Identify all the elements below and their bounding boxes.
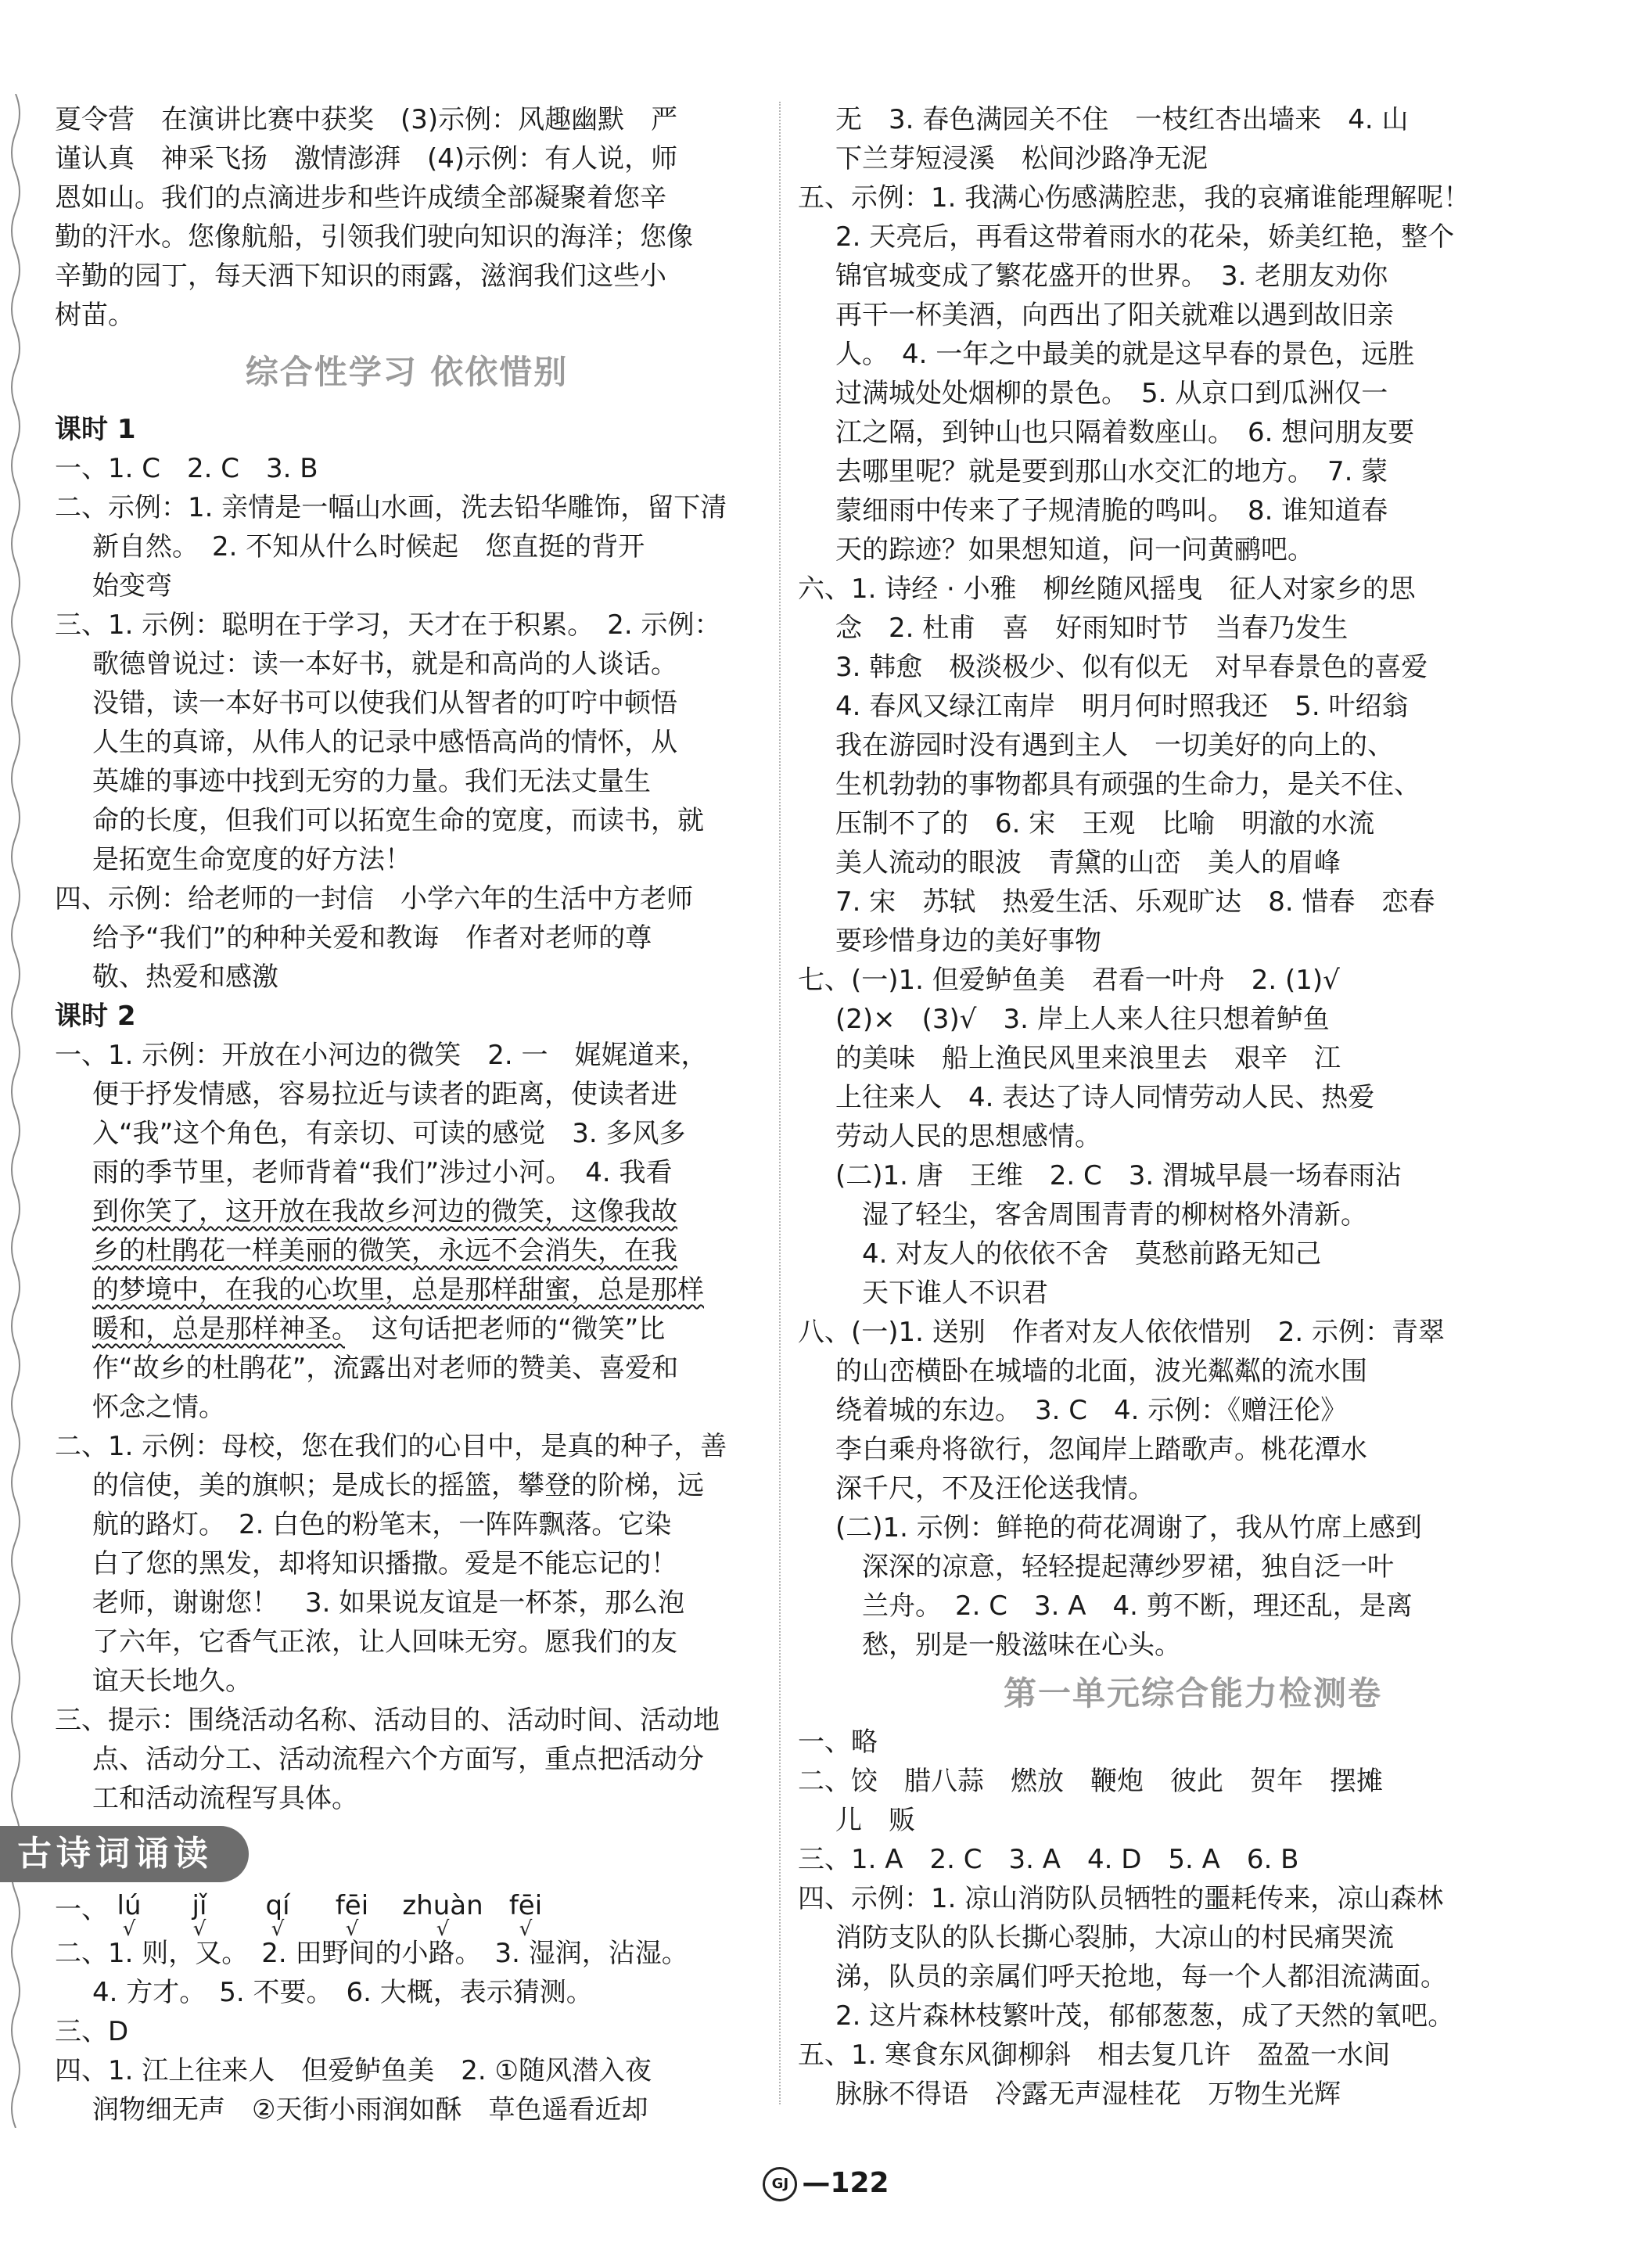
text-line: 树苗。 (55, 300, 135, 331)
text-line: 六、1. 诗经 · 小雅 柳丝随风摇曳 征人对家乡的思 (798, 573, 1416, 605)
text-line: 的山峦横卧在城墙的北面，波光粼粼的流水围 (835, 1356, 1367, 1387)
text-line: 无 3. 春色满园关不住 一枝红杏出墙来 4. 山 (835, 104, 1409, 135)
text-line: 过满城处处烟柳的景色。 5. 从京口到瓜洲仅一 (835, 378, 1388, 409)
text-line: (二)1. 示例：鲜艳的荷花凋谢了，我从竹席上感到 (835, 1512, 1422, 1543)
text-line: 湿了轻尘，客舍周围青青的柳树格外清新。 (862, 1199, 1367, 1231)
text-line: 涕，队员的亲属们呼天抢地，每一个人都泪流满面。 (835, 1961, 1447, 1993)
text-line: 李白乘舟将欲行，忽闻岸上踏歌声。桃花潭水 (835, 1434, 1367, 1465)
text-line: 作“故乡的杜鹃花”，流露出对老师的赞美、喜爱和 (92, 1353, 679, 1384)
text-line: 怀念之情。 (92, 1392, 225, 1423)
text-line: 二、示例：1. 亲情是一幅山水画，洗去铅华雕饰，留下清 (55, 492, 727, 523)
text-line: 二、1. 则，又。 2. 田野间的小路。 3. 湿润，沾湿。 (55, 1938, 688, 1969)
text-line: 美人流动的眼波 青黛的山峦 美人的眉峰 (835, 847, 1341, 879)
question-number: 一、 (55, 1894, 108, 1925)
text-line: 的美味 船上渔民风里来浪里去 艰辛 江 (835, 1043, 1341, 1074)
text-line: 深深的凉意，轻轻提起薄纱罗裙，独自泛一叶 (862, 1551, 1394, 1583)
text-line: 人生的真谛，从伟人的记录中感悟高尚的情怀，从 (92, 727, 677, 758)
text-line: 一、1. 示例：开放在小河边的微笑 2. 一 娓娓道来， (55, 1040, 708, 1071)
publisher-badge-icon: GJ (763, 2167, 797, 2201)
text-line: 锦官城变成了繁花盛开的世界。 3. 老朋友劝你 (835, 261, 1388, 292)
text-line: 深千尺，不及汪伦送我情。 (835, 1473, 1155, 1504)
pinyin-text: lú (117, 1890, 142, 1921)
right-answers-part-b (798, 1723, 1588, 2114)
pinyin-text: fēi (508, 1890, 543, 1921)
lesson-2-answers (55, 1036, 759, 1818)
text-line: 念 2. 杜甫 喜 好雨知时节 当春乃发生 (835, 613, 1349, 644)
check-mark-icon: √ (122, 1917, 136, 1941)
lesson-1-answers (55, 449, 759, 997)
text-line: 便于抒发情感，容易拉近与读者的距离，使读者进 (92, 1079, 677, 1110)
text-line: 入“我”这个角色，有亲切、可读的感觉 3. 多风多 (92, 1118, 686, 1149)
check-mark-icon: √ (192, 1917, 206, 1941)
check-mark-icon: √ (345, 1917, 359, 1941)
underlined-text: 到你笑了，这开放在我故乡河边的微笑，这像我故 (92, 1196, 677, 1227)
banner-wrapper (0, 1818, 759, 1890)
pinyin-answer-row (55, 1890, 759, 1941)
pinyin-item (321, 1890, 383, 1941)
text-line: 夏令营 在演讲比赛中获奖 (3)示例：风趣幽默 严 (55, 104, 678, 135)
text-line: 三、提示：围绕活动名称、活动目的、活动时间、活动地 (55, 1705, 720, 1736)
pinyin-item (494, 1890, 557, 1941)
text-line: 上往来人 4. 表达了诗人同情劳动人民、热爱 (835, 1082, 1375, 1113)
text-line: 的信使，美的旗帜；是成长的摇篮，攀登的阶梯，远 (92, 1470, 704, 1501)
text-line: 二、饺 腊八蒜 燃放 鞭炮 彼此 贺年 摆摊 (798, 1766, 1383, 1797)
continued-answers (55, 100, 759, 335)
underlined-line (55, 1310, 759, 1349)
pinyin-item (102, 1890, 156, 1941)
text-line: 辛勤的园丁，每天洒下知识的雨露，滋润我们这些小 (55, 261, 666, 292)
pinyin-text: qí (265, 1890, 290, 1921)
text-line: 勤的汗水。您像航船，引领我们驶向知识的海洋；您像 (55, 221, 693, 253)
text-line: (二)1. 唐 王维 2. C 3. 渭城早晨一场春雨沾 (835, 1160, 1402, 1191)
right-answers-part-a (798, 100, 1588, 1665)
text-line: 命的长度，但我们可以拓宽生命的宽度，而读书，就 (92, 805, 704, 836)
text-line: 劳动人民的思想感情。 (835, 1121, 1101, 1152)
text-line: 敬、热爱和感激 (92, 961, 278, 993)
text-line: 三、1. 示例：聪明在于学习，天才在于积累。 2. 示例： (55, 609, 721, 641)
underlined-text: 暖和，总是那样神圣。 (92, 1313, 345, 1345)
text-line: 一、1. C 2. C 3. B (55, 453, 318, 484)
text-line: 四、示例：给老师的一封信 小学六年的生活中方老师 (55, 883, 693, 915)
pinyin-item (172, 1890, 227, 1941)
text-line: 歌德曾说过：读一本好书，就是和高尚的人谈话。 (92, 649, 677, 680)
pinyin-text: fēi (335, 1890, 369, 1921)
column-divider (779, 102, 781, 2104)
text-line: 始变弯 (92, 570, 172, 602)
text-line: 一、略 (798, 1727, 878, 1758)
text-line: 4. 对友人的依依不舍 莫愁前路无知己 (862, 1238, 1322, 1270)
text-line: 新自然。 2. 不知从什么时候起 您直挺的背开 (92, 531, 645, 562)
right-column (798, 100, 1588, 2114)
text-line: 二、1. 示例：母校，您在我们的心目中，是真的种子，善 (55, 1431, 727, 1462)
left-column (17, 100, 759, 2129)
text-line: 老师，谢谢您！ 3. 如果说友谊是一杯茶，那么泡 (92, 1587, 685, 1619)
text-line: 再干一杯美酒，向西出了阳关就难以遇到故旧亲 (835, 300, 1394, 331)
underlined-line (55, 1270, 759, 1310)
text-line: (2)× (3)√ 3. 岸上人来人往只想着鲈鱼 (835, 1004, 1330, 1035)
text-line: 蒙细雨中传来了子规清脆的鸣叫。 8. 谁知道春 (835, 495, 1388, 526)
underlined-text: 乡的杜鹃花一样美丽的微笑，永远不会消失，在我 (92, 1235, 677, 1267)
text-line: 谨认真 神采飞扬 激情澎湃 (4)示例：有人说，师 (55, 143, 678, 174)
text-line: 是拓宽生命宽度的好方法！ (92, 844, 411, 875)
text-line: 天下谁人不识君 (862, 1278, 1048, 1309)
text-line: 谊天长地久。 (92, 1666, 252, 1697)
text-line: 脉脉不得语 冷露无声湿桂花 万物生光辉 (835, 2079, 1341, 2110)
text-line: 2. 天亮后，再看这带着雨水的花朵，娇美红艳，整个 (835, 221, 1455, 253)
text-line: 点、活动分工、活动流程六个方面写，重点把活动分 (92, 1744, 704, 1775)
text-line: 生机勃勃的事物都具有顽强的生命力，是关不住、 (835, 769, 1420, 800)
section-banner-ancient-poems: 古诗词诵读 (0, 1826, 249, 1882)
lesson-heading-1: 课时 1 (55, 414, 136, 445)
pinyin-text: jǐ (192, 1890, 207, 1921)
text-line: 愁，别是一般滋味在心头。 (862, 1630, 1181, 1661)
text-line: 绕着城的东边。 3. C 4. 示例：《赠汪伦》 (835, 1395, 1348, 1426)
section-title-comprehensive-study: 综合性学习 依依惜别 (245, 353, 569, 391)
text-line: 3. 韩愈 极淡极少、似有似无 对早春景色的喜爱 (835, 652, 1428, 683)
text-line: 三、D (55, 2016, 129, 2047)
pinyin-text: zhuàn (402, 1890, 483, 1921)
text-line: 江之隔，到钟山也只隔着数座山。 6. 想问朋友要 (835, 417, 1415, 448)
text-line: 工和活动流程写具体。 (92, 1783, 358, 1814)
text-line: 八、(一)1. 送别 作者对友人依依惜别 2. 示例：青翠 (798, 1317, 1446, 1348)
text-line: 4. 方才。 5. 不要。 6. 大概，表示猜测。 (92, 1977, 593, 2008)
text-line: 四、1. 江上往来人 但爱鲈鱼美 2. ①随风潜入夜 (55, 2055, 652, 2086)
text-line: 消防支队的队长撕心裂肺，大凉山的村民痛哭流 (835, 1922, 1394, 1953)
text-line: 给予“我们”的种种关爱和教诲 作者对老师的尊 (92, 922, 652, 954)
section-title-unit-test: 第一单元综合能力检测卷 (1003, 1674, 1382, 1712)
page-footer (0, 2167, 1652, 2201)
text-line: 压制不了的 6. 宋 王观 比喻 明澈的水流 (835, 808, 1375, 839)
underlined-line (55, 1192, 759, 1231)
text-line: 兰舟。 2. C 3. A 4. 剪不断，理还乱，是离 (862, 1590, 1413, 1622)
text-line: 恩如山。我们的点滴进步和些许成绩全部凝聚着您辛 (55, 182, 666, 214)
underlined-text: 的梦境中，在我的心坎里，总是那样甜蜜，总是那样 (92, 1274, 704, 1306)
ancient-poem-answers (55, 1934, 759, 2129)
page-number: —122 (802, 2167, 889, 2199)
text-line: 去哪里呢？就是要到那山水交汇的地方。 7. 蒙 (835, 456, 1388, 487)
text-line: 人。 4. 一年之中最美的就是这早春的景色，远胜 (835, 339, 1415, 370)
pinyin-item (250, 1890, 305, 1941)
text-line: 雨的季节里，老师背着“我们”涉过小河。 4. 我看 (92, 1157, 673, 1188)
text-line: 儿 贩 (835, 1805, 915, 1836)
underlined-line (55, 1231, 759, 1270)
text-line: 英雄的事迹中找到无穷的力量。我们无法丈量生 (92, 766, 651, 797)
text-line: 2. 这片森林枝繁叶茂，郁郁葱葱，成了天然的氧吧。 (835, 2000, 1455, 2032)
text-line: 没错，读一本好书可以使我们从智者的叮咛中顿悟 (92, 688, 677, 719)
text-line: 天的踪迹？如果想知道，问一问黄鹂吧。 (835, 534, 1314, 566)
text-line: 四、示例：1. 凉山消防队员牺牲的噩耗传来，凉山森林 (798, 1883, 1444, 1914)
text-span: 这句话把老师的“微笑”比 (345, 1313, 666, 1345)
text-line: 要珍惜身边的美好事物 (835, 925, 1101, 957)
lesson-heading-2: 课时 2 (55, 1001, 136, 1032)
text-line: 航的路灯。 2. 白色的粉笔末，一阵阵飘落。它染 (92, 1509, 672, 1540)
text-line: 7. 宋 苏轼 热爱生活、乐观旷达 8. 惜春 恋春 (835, 886, 1435, 918)
check-mark-icon: √ (271, 1917, 285, 1941)
text-line: 了六年，它香气正浓，让人回味无穷。愿我们的友 (92, 1626, 677, 1658)
text-line: 三、1. A 2. C 3. A 4. D 5. A 6. B (798, 1844, 1299, 1875)
text-line: 4. 春风又绿江南岸 明月何时照我还 5. 叶绍翁 (835, 691, 1409, 722)
pinyin-item (396, 1890, 490, 1941)
text-line: 下兰芽短浸溪 松间沙路净无泥 (835, 143, 1208, 174)
text-line: 五、示例：1. 我满心伤感满腔悲，我的哀痛谁能理解呢！ (798, 182, 1471, 214)
text-line: 润物细无声 ②天街小雨润如酥 草色遥看近却 (92, 2094, 648, 2126)
check-mark-icon: √ (436, 1917, 450, 1941)
check-mark-icon: √ (519, 1917, 533, 1941)
text-line: 七、(一)1. 但爱鲈鱼美 君看一叶舟 2. (1)√ (798, 965, 1340, 996)
text-line: 白了您的黑发，却将知识播撒。爱是不能忘记的！ (92, 1548, 677, 1579)
text-line: 我在游园时没有遇到主人 一切美好的向上的、 (835, 730, 1394, 761)
text-line: 五、1. 寒食东风御柳斜 相去复几许 盈盈一水间 (798, 2039, 1391, 2071)
